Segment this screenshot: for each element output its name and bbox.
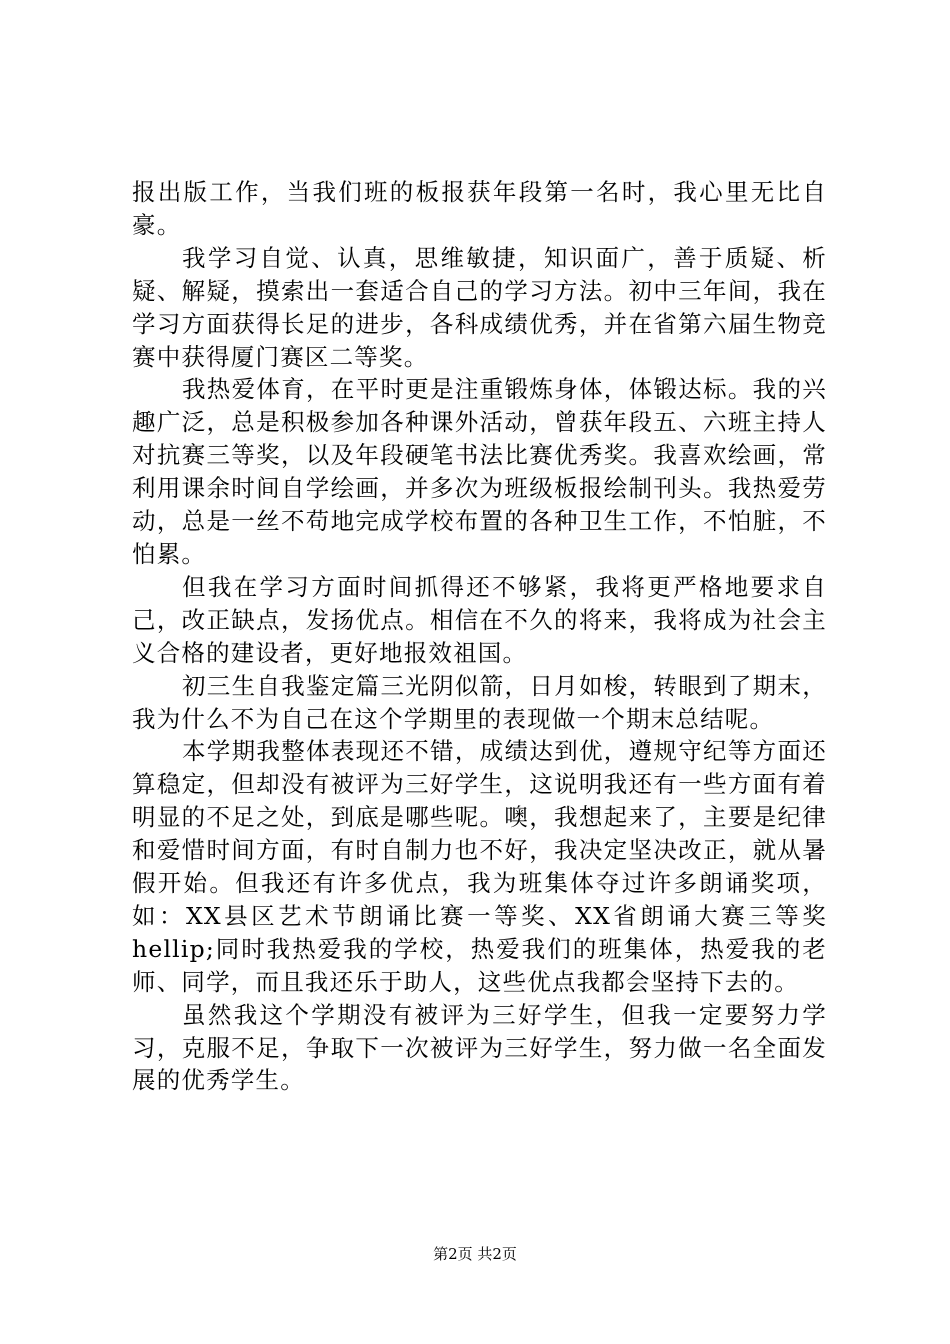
paragraph-section-three-intro: 初三生自我鉴定篇三光阴似箭，日月如梭，转眼到了期末，我为什么不为自己在这个学期里的表现做一个期末总结呢。 <box>132 671 827 733</box>
page-number-footer: 第2页 共2页 <box>433 1245 517 1263</box>
paragraph-study: 我学习自觉、认真，思维敏捷，知识面广，善于质疑、析疑、解疑，摸索出一套适合自己的学习方法。初中三年间，我在学习方面获得长足的进步，各科成绩优秀，并在省第六届生物竞赛中获得厦门赛区二等奖。 <box>132 243 827 371</box>
paragraph-continuation: 报出版工作，当我们班的板报获年段第一名时，我心里无比自豪。 <box>132 178 827 239</box>
paragraph-conclusion: 虽然我这个学期没有被评为三好学生，但我一定要努力学习，克服不足，争取下一次被评为三好学生，努力做一名全面发展的优秀学生。 <box>132 1000 827 1095</box>
paragraph-semester-review: 本学期我整体表现还不错，成绩达到优，遵规守纪等方面还算稳定，但却没有被评为三好学生，这说明我还有一些方面有着明显的不足之处，到底是哪些呢。噢，我想起来了，主要是纪律和爱惜时间方面，有时自制力也不好，我决定坚决改正，就从暑假开始。但我还有许多优点，我为班集体夺过许多朗诵奖项，如：XX县区艺术节朗诵比赛一等奖、XX省朗诵大赛三等奖hellip;同时我热爱我的学校，热爱我们的班集体，热爱我的老师、同学，而且我还乐于助人，这些优点我都会坚持下去的。 <box>132 737 827 996</box>
paragraph-improvement: 但我在学习方面时间抓得还不够紧，我将更严格地要求自己，改正缺点，发扬优点。相信在不久的将来，我将成为社会主义合格的建设者，更好地报效祖国。 <box>132 572 827 667</box>
document-body <box>132 176 827 1097</box>
paragraph-sports-hobbies: 我热爱体育，在平时更是注重锻炼身体，体锻达标。我的兴趣广泛，总是积极参加各种课外活动，曾获年段五、六班主持人对抗赛三等奖，以及年段硬笔书法比赛优秀奖。我喜欢绘画，常利用课余时间自学绘画，并多次为班级板报绘制刊头。我热爱劳动，总是一丝不苟地完成学校布置的各种卫生工作，不怕脏，不怕累。 <box>132 375 827 568</box>
